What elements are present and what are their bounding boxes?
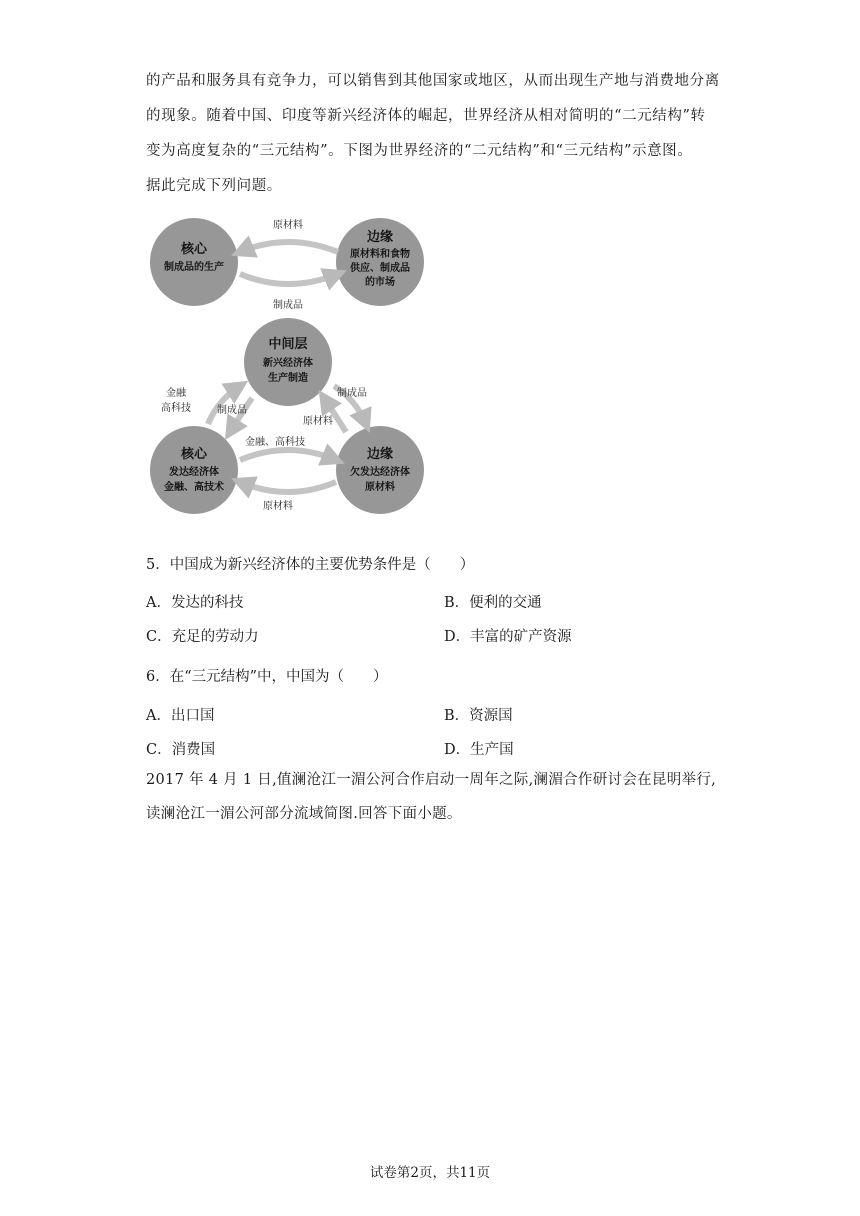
middle-desc-2: 生产制造 bbox=[268, 373, 308, 384]
arrow-core-to-edge bbox=[240, 450, 336, 460]
edge-desc-3: 的市场 bbox=[365, 277, 395, 288]
edge-title-2: 边缘 bbox=[366, 447, 394, 462]
label-raw-bottom: 原材料 bbox=[263, 501, 293, 512]
edge-desc-2: 供应、制成品 bbox=[350, 263, 410, 274]
label-core-to-edge: 金融、高科技 bbox=[245, 437, 305, 448]
dual-structure-diagram bbox=[148, 212, 428, 312]
edge-desc-2-2: 原材料 bbox=[365, 482, 395, 493]
question-5-stem: 5．中国成为新兴经济体的主要优势条件是（ ） bbox=[146, 557, 475, 573]
label-finance-1: 金融 bbox=[166, 388, 186, 399]
arrow-goods-label: 制成品 bbox=[273, 300, 303, 311]
q5-option-d[interactable]: D．丰富的矿产资源 bbox=[444, 629, 572, 645]
label-goods-right: 制成品 bbox=[337, 388, 367, 399]
page-footer: 试卷第2页，共11页 bbox=[369, 1165, 491, 1181]
label-goods-left: 制成品 bbox=[217, 405, 247, 416]
label-finance-2: 高科技 bbox=[161, 403, 191, 414]
raw-arrow bbox=[240, 242, 338, 252]
q5-option-a[interactable]: A．发达的科技 bbox=[146, 595, 244, 611]
q5-option-b[interactable]: B．便利的交通 bbox=[444, 595, 542, 611]
edge-desc-1-2: 欠发达经济体 bbox=[350, 467, 410, 478]
intro-line-4: 据此完成下列问题。 bbox=[146, 178, 282, 194]
core-desc: 制成品的生产 bbox=[164, 262, 224, 273]
arrow-raw-label: 原材料 bbox=[273, 220, 303, 231]
q6-option-b[interactable]: B．资源国 bbox=[444, 708, 513, 724]
edge-title: 边缘 bbox=[366, 230, 394, 245]
q6-option-c[interactable]: C．消费国 bbox=[146, 742, 216, 758]
intro2-line-2: 读澜沧江一湄公河部分流域简图.回答下面小题。 bbox=[146, 806, 462, 822]
intro-line-3: 变为高度复杂的“三元结构”。下图为世界经济的“二元结构”和“三元结构”示意图。 bbox=[146, 143, 693, 159]
core-desc-2: 金融、高技术 bbox=[164, 482, 224, 493]
triple-structure-diagram bbox=[148, 312, 428, 522]
intro-paragraph bbox=[146, 64, 746, 204]
middle-title: 中间层 bbox=[268, 337, 308, 352]
middle-desc-1: 新兴经济体 bbox=[263, 358, 313, 369]
q6-option-d[interactable]: D．生产国 bbox=[444, 742, 514, 758]
edge-desc-1: 原材料和食物 bbox=[350, 249, 410, 260]
core-desc-1: 发达经济体 bbox=[169, 467, 219, 478]
core-title-2: 核心 bbox=[180, 447, 208, 462]
core-title: 核心 bbox=[180, 242, 208, 257]
q6-option-a[interactable]: A．出口国 bbox=[146, 708, 215, 724]
intro2-paragraph bbox=[146, 763, 746, 831]
intro2-line-1: 2017 年 4 月 1 日,值澜沧江一湄公河合作启动一周年之际,澜湄合作研讨会在昆明举行, bbox=[146, 772, 717, 788]
goods-arrow bbox=[240, 274, 338, 284]
label-raw-right: 原材料 bbox=[303, 416, 333, 427]
q5-option-c[interactable]: C．充足的劳动力 bbox=[146, 629, 259, 645]
intro-line-2: 的现象。随着中国、印度等新兴经济体的崛起，世界经济从相对简明的“二元结构”转 bbox=[146, 108, 706, 124]
arrow-edge-to-core bbox=[240, 482, 336, 492]
question-6-stem: 6．在“三元结构”中，中国为（ ） bbox=[146, 669, 388, 685]
intro-line-1: 的产品和服务具有竞争力，可以销售到其他国家或地区，从而出现生产地与消费地分离 bbox=[146, 73, 720, 89]
